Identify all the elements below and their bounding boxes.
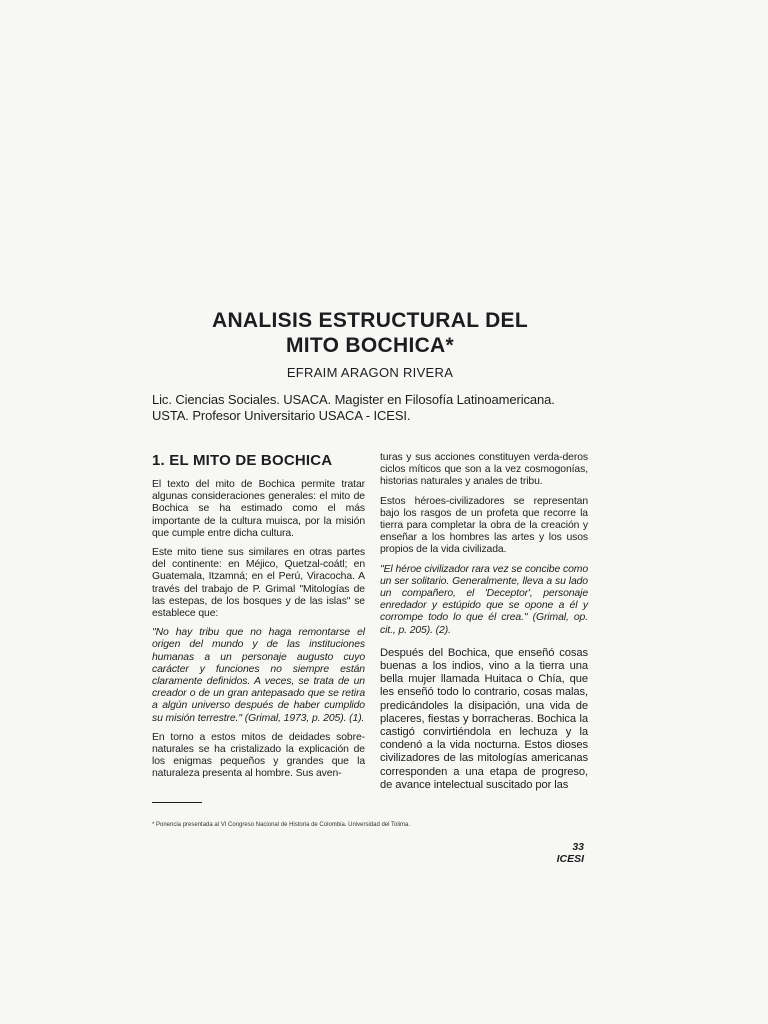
paragraph: Estos héroes-civilizadores se representan bajo los rasgos de un profeta que recorre la tierra para completar la obra de la creación y enseñar a los hombres las artes y los usos propios de la vida civilizada. — [380, 495, 588, 556]
right-column — [380, 452, 588, 799]
author-name: EFRAIM ARAGON RIVERA — [286, 365, 454, 380]
journal-name: ICESI — [556, 853, 584, 865]
footnote-rule — [152, 802, 202, 803]
left-column — [152, 452, 365, 788]
page-number: 33 — [572, 841, 584, 853]
footnote: * Ponencia presentada al VI Congreso Nacional de Historia de Colombia. Universidad del Tolima. — [152, 822, 411, 828]
block-quote: "No hay tribu que no haga remontarse el origen del mundo y de las instituciones humanas a un personaje augusto cuyo carácter y funciones no siempre están claramente definidos. A veces, se trata de un creador o de un gran antepasado que se retira a algún universo después de haber cumplido su misión terrestre." (Grimal, 1973, p. 205). (1). — [152, 627, 365, 724]
title-line-1: ANALISIS ESTRUCTURAL DEL — [212, 309, 528, 332]
article-title — [150, 308, 590, 358]
section-heading: 1. EL MITO DE BOCHICA — [152, 452, 333, 469]
paragraph: turas y sus acciones constituyen verda-deros ciclos míticos que son a la vez cosmogonías, historias naturales y anales de tribu. — [380, 452, 588, 488]
title-line-2: MITO BOCHICA* — [285, 334, 454, 357]
block-quote: "El héroe civilizador rara vez se concibe como un ser solitario. Generalmente, lleva a su lado un compañero, el 'Deceptor', personaje enredador y estúpido que se opone a él y corrompe todo lo que él crea." (Grimal, op. cit., p. 205). (2). — [380, 563, 588, 636]
paragraph: En torno a estos mitos de deidades sobre-naturales se ha cristalizado la explicación de los enigmas pequeños y grandes que la naturaleza presenta al hombre. Sus aven- — [152, 731, 365, 780]
paragraph: Después del Bochica, que enseñó cosas buenas a los indios, vino a la tierra una bella mujer llamada Huitaca o Chía, que les enseñó todo lo contrario, cosas malas, predicándoles la disipación, una vida de placeres, fiestas y borracheras. Bochica la castigó convirtiéndola en lechuza y la condenó a la vida nocturna. Estos dioses civilizadores de las mitologías americanas corresponden a una etapa de progreso, de avance intelectual suscitado por las — [380, 646, 588, 791]
author-affiliation — [152, 392, 592, 424]
page-footer — [557, 841, 584, 865]
affiliation-line-2: USTA. Profesor Universitario USACA - ICESI. — [152, 408, 411, 423]
paragraph: Este mito tiene sus similares en otras partes del continente: en Méjico, Quetzal-coátl; en Guatemala, Itzamná; en el Perú, Viracocha. A través del trabajo de P. Grimal "Mitologías de las estepas, de los bosques y de las islas" se establece que: — [152, 547, 365, 620]
affiliation-line-1: Lic. Ciencias Sociales. USACA. Magister en Filosofía Latinoamericana. — [152, 392, 555, 407]
paragraph: El texto del mito de Bochica permite tratar algunas consideraciones generales: el mito de Bochica se ha estimado como el más importante de la cultura muisca, por la misión que cumple entre dicha cultura. — [152, 479, 365, 539]
